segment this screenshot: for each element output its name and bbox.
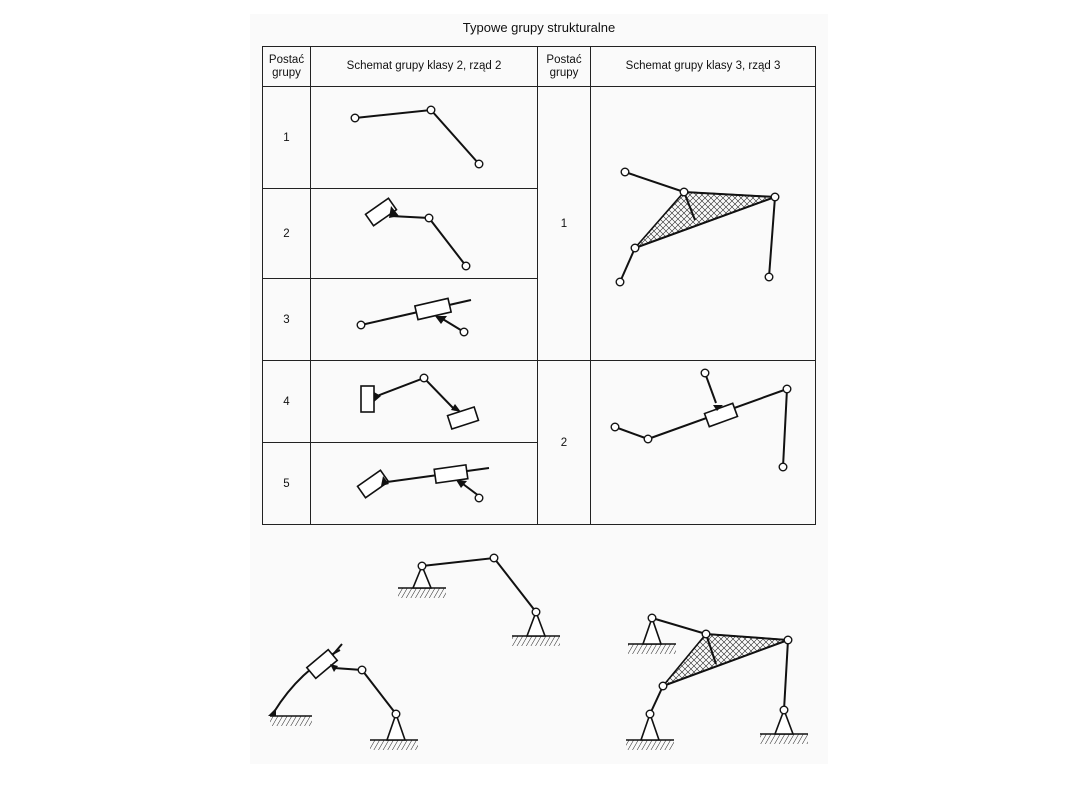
page-title: Typowe grupy strukturalne: [462, 20, 616, 35]
class2-scheme-2: [311, 189, 538, 279]
scheme-c3-2-diagram: [591, 361, 815, 524]
scheme-c2-5-diagram: [311, 444, 537, 524]
mechanism-class3: [626, 614, 808, 750]
header-class3: Schemat grupy klasy 3, rząd 3: [591, 47, 816, 87]
header-form-right: Postać grupy: [538, 47, 591, 87]
class2-form-number: 5: [263, 443, 311, 525]
scheme-c2-1-diagram: [311, 88, 537, 188]
class3-form-number: 1: [538, 87, 591, 361]
class2-scheme-3: [311, 279, 538, 361]
class2-form-number: 2: [263, 189, 311, 279]
structural-groups-table: [262, 46, 816, 525]
table-row: [263, 361, 816, 443]
scheme-c3-1-diagram: [591, 102, 815, 345]
scheme-c2-2-diagram: [311, 190, 537, 278]
mechanism-four-bar: [398, 554, 560, 646]
class2-form-number: 3: [263, 279, 311, 361]
class2-scheme-4: [311, 361, 538, 443]
mechanism-examples-figure: [250, 540, 828, 765]
header-class2: Schemat grupy klasy 2, rząd 2: [311, 47, 538, 87]
class2-form-number: 1: [263, 87, 311, 189]
class3-form-number: 2: [538, 361, 591, 525]
class3-scheme-1: [591, 87, 816, 361]
table-row: [263, 87, 816, 189]
table-header-row: [263, 47, 816, 87]
scheme-c2-3-diagram: [311, 280, 537, 360]
header-form-left: Postać grupy: [263, 47, 311, 87]
class2-scheme-5: [311, 443, 538, 525]
class3-scheme-2: [591, 361, 816, 525]
class2-form-number: 4: [263, 361, 311, 443]
class2-scheme-1: [311, 87, 538, 189]
scheme-c2-4-diagram: [311, 362, 537, 442]
mechanism-slider: [268, 644, 418, 750]
